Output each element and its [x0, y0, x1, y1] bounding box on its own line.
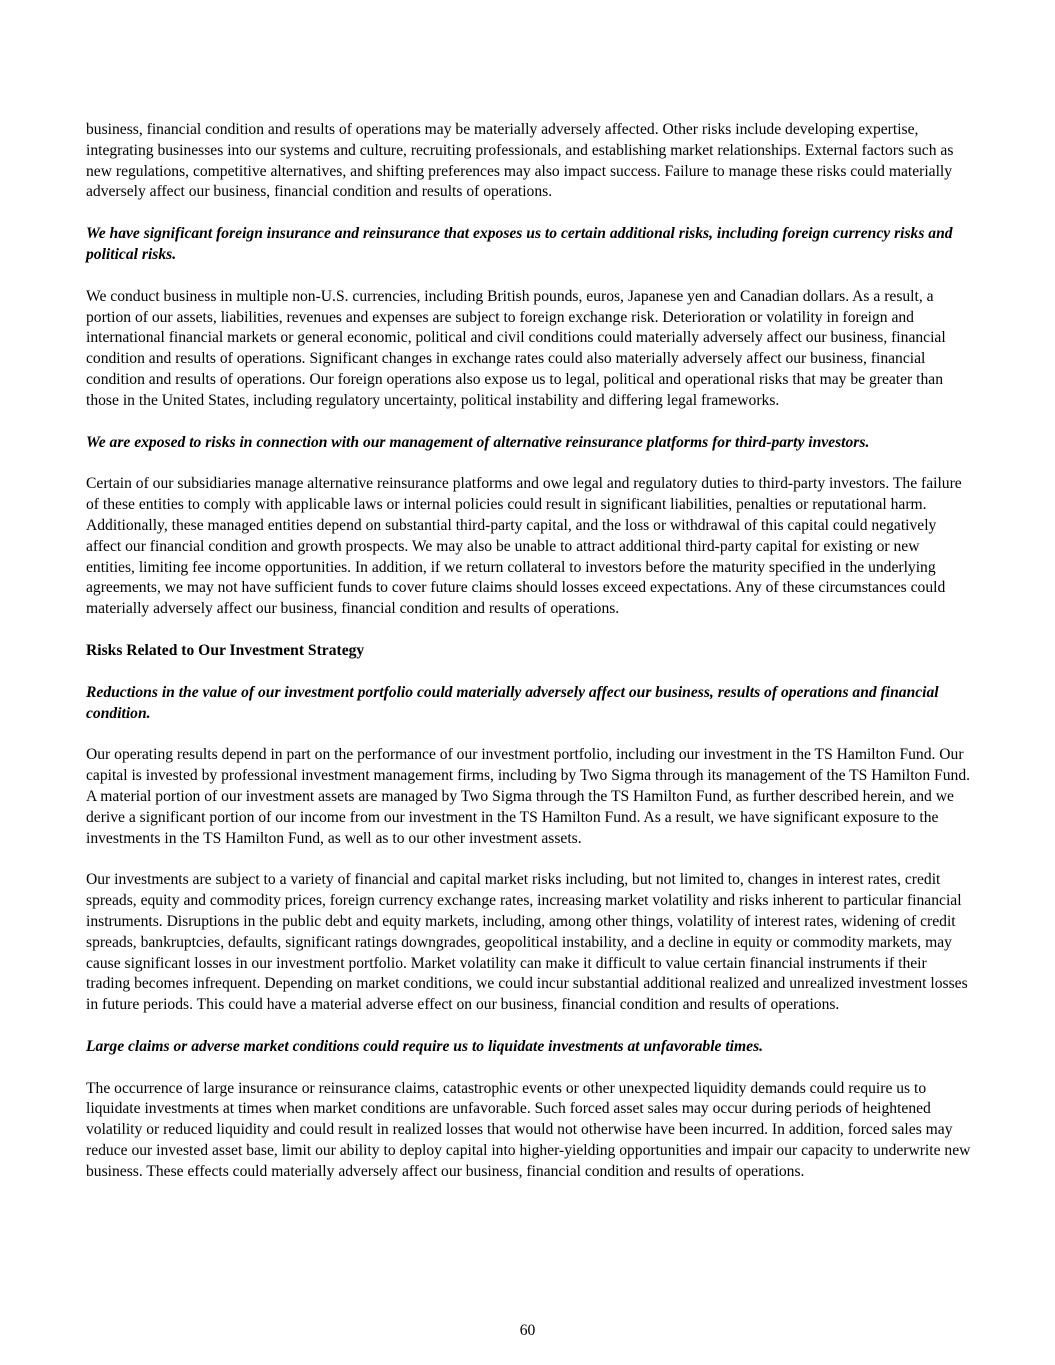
body-paragraph: We conduct business in multiple non-U.S. currencies, including British pounds, euros, Japanese yen and Canadian dollars. As a result, a portion of our assets, liabilities, revenues and expenses are subject to foreign exchange risk. Deterioration or volatility in foreign and international financial markets or general economic, political and civil conditions could materially adversely affect our business, financial condition and results of operations. Significant changes in exchange rates could also materially adversely affect our business, financial condition and results of operations. Our foreign operations also expose us to legal, political and operational risks that may be greater than those in the United States, including regulatory uncertainty, political instability and differing legal frameworks. [86, 287, 946, 409]
section-heading: Risks Related to Our Investment Strategy [86, 641, 365, 659]
body-paragraph: Our operating results depend in part on the performance of our investment portfolio, including our investment in the TS Hamilton Fund. Our capital is invested by professional investment management firms, including by Two Sigma through its management of the TS Hamilton Fund. A material portion of our investment assets are managed by Two Sigma through the TS Hamilton Fund, as further described herein, and we derive a significant portion of our income from our investment in the TS Hamilton Fund. As a result, we have significant exposure to the investments in the TS Hamilton Fund, as well as to our other investment assets. [86, 746, 971, 847]
body-paragraph: business, financial condition and results of operations may be materially adversely affected. Other risks include developing expertise, integrating businesses into our systems and culture, recruiting professionals, and establishing market relationships. External factors such as new regulations, competitive alternatives, and shifting preferences may also impact success. Failure to manage these risks could materially adversely affect our business, financial condition and results of operations. [86, 121, 954, 201]
document-page [86, 120, 971, 1204]
page-number: 60 [519, 1322, 536, 1339]
body-paragraph: Our investments are subject to a variety of financial and capital market risks including, but not limited to, changes in interest rates, credit spreads, equity and commodity prices, foreign currency exchange rates, increasing market volatility and risks inherent to particular financial instruments. Disruptions in the public debt and equity markets, including, among other things, volatility of interest rates, widening of credit spreads, bankruptcies, defaults, significant ratings downgrades, geopolitical instability, and a decline in equity or commodity markets, may cause significant losses in our investment portfolio. Market volatility can make it difficult to value certain financial instruments if their trading becomes infrequent. Depending on market conditions, we could incur substantial additional realized and unrealized investment losses in future periods. This could have a material adverse effect on our business, financial condition and results of operations. [86, 871, 968, 1014]
body-paragraph: The occurrence of large insurance or reinsurance claims, catastrophic events or other unexpected liquidity demands could require us to liquidate investments at times when market conditions are unfavorable. Such forced asset sales may occur during periods of heightened volatility or reduced liquidity and could result in realized losses that would not otherwise have been incurred. In addition, forced sales may reduce our invested asset base, limit our ability to deploy capital into higher-yielding opportunities and impair our capacity to underwrite new business. These effects could materially adversely affect our business, financial condition and results of operations. [86, 1079, 971, 1180]
risk-heading: Reductions in the value of our investment portfolio could materially adversely affect our business, results of operations and financial condition. [86, 683, 939, 722]
body-paragraph: Certain of our subsidiaries manage alternative reinsurance platforms and owe legal and regulatory duties to third-party investors. The failure of these entities to comply with applicable laws or internal policies could result in significant liabilities, penalties or reputational harm. Additionally, these managed entities depend on substantial third-party capital, and the loss or withdrawal of this capital could negatively affect our financial condition and growth prospects. We may also be unable to attract additional third-party capital for existing or new entities, limiting fee income opportunities. In addition, if we return collateral to investors before the maturity specified in the underlying agreements, we may not have sufficient funds to cover future claims should losses exceed expectations. Any of these circumstances could materially adversely affect our business, financial condition and results of operations. [86, 475, 962, 618]
risk-heading: We have significant foreign insurance and reinsurance that exposes us to certain additional risks, including foreign currency risks and political risks. [86, 225, 953, 263]
risk-heading: Large claims or adverse market conditions could require us to liquidate investments at unfavorable times. [86, 1037, 764, 1055]
risk-heading: We are exposed to risks in connection with our management of alternative reinsurance platforms for third-party investors. [86, 433, 870, 451]
